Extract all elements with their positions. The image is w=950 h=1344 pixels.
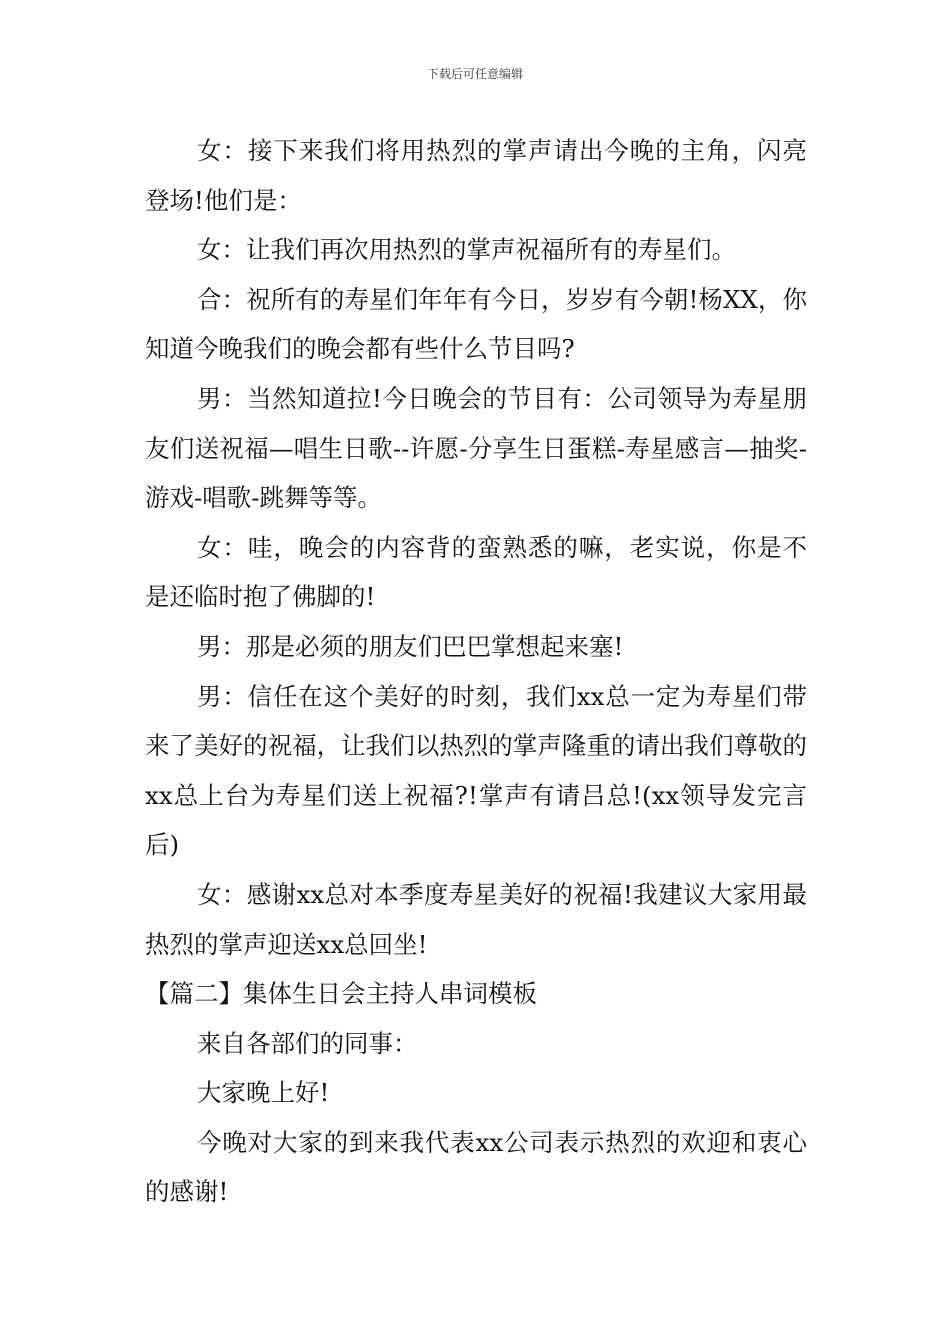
paragraph: 男：那是必须的朋友们巴巴掌想起来塞! [197, 631, 624, 661]
section-heading: 【篇二】集体生日会主持人串词模板 [145, 979, 537, 1009]
paragraph: 今晚对大家的到来我代表xx公司表示热烈的欢迎和衷心的感谢! [145, 1127, 807, 1207]
paragraph: 女：哇，晚会的内容背的蛮熟悉的嘛，老实说，你是不是还临时抱了佛脚的! [145, 532, 807, 612]
paragraph: 男：信任在这个美好的时刻，我们xx总一定为寿星们带来了美好的祝福，让我们以热烈的掌声隆重的请出我们尊敬的xx总上台为寿星们送上祝福?!掌声有请吕总!(xx领导发完言后) [145, 681, 807, 860]
paragraph: 来自各部们的同事： [197, 1028, 418, 1058]
paragraph: 合：祝所有的寿星们年年有今日，岁岁有今朝!杨XX，你知道今晚我们的晚会都有些什么节目吗? [145, 284, 807, 364]
paragraph: 女：接下来我们将用热烈的掌声请出今晚的主角，闪亮登场!他们是： [145, 136, 807, 215]
page-header: 下载后可任意编辑 [426, 67, 523, 81]
paragraph: 男：当然知道拉!今日晚会的节目有：公司领导为寿星朋友们送祝福—唱生日歌--许愿-分享生日蛋糕-寿星感言—抽奖-游戏-唱歌-跳舞等等。 [145, 383, 807, 513]
paragraph: 女：感谢xx总对本季度寿星美好的祝福!我建议大家用最热烈的掌声迎送xx总回坐! [145, 879, 807, 959]
paragraph: 女：让我们再次用热烈的掌声祝福所有的寿星们。 [197, 235, 736, 265]
paragraph: 大家晚上好! [197, 1078, 330, 1108]
document-body [145, 126, 807, 1217]
